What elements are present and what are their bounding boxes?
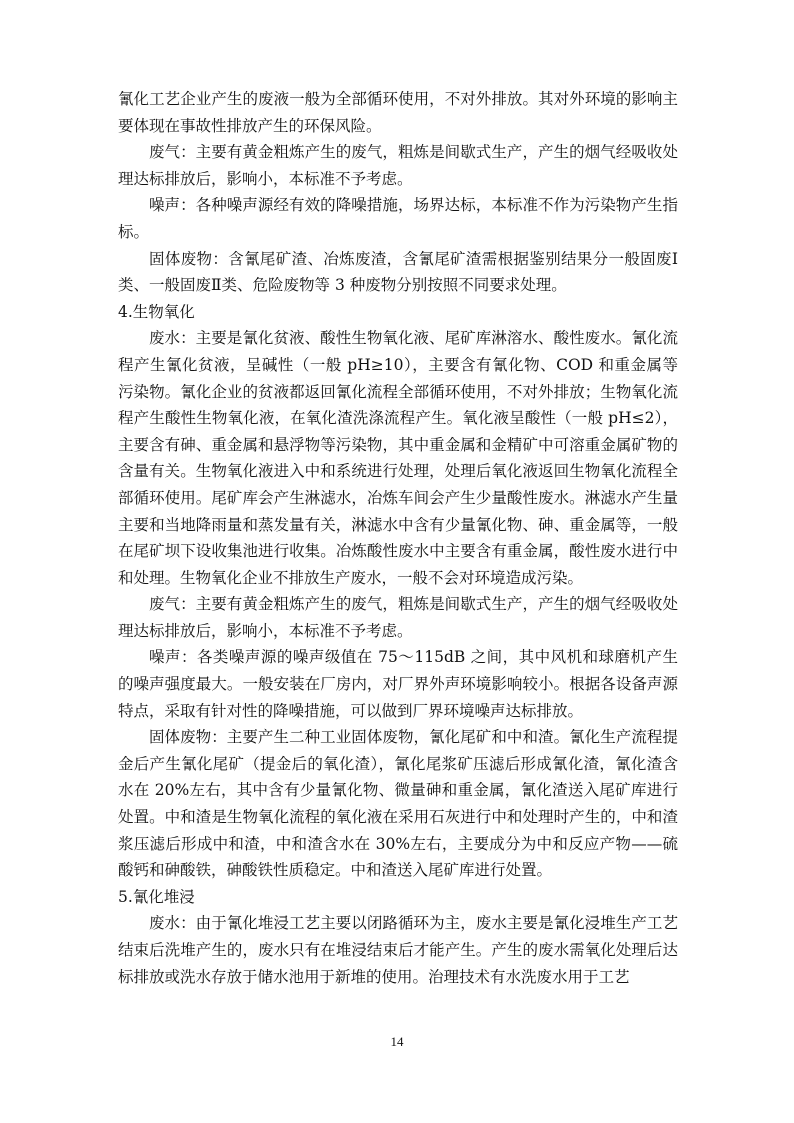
paragraph-cyanide-noise: 噪声：各种噪声源经有效的降噪措施，场界达标，本标准不作为污染物产生指标。: [118, 196, 678, 241]
page-number: 14: [390, 1034, 404, 1049]
paragraph-bio-noise: 噪声：各类噪声源的噪声级值在 75～115dB 之间，其中风机和球磨机产生的噪声强度最大。一般安装在厂房内，对厂界外声环境影响较小。根据各设备声源特点，采取有针对性的降噪措施，可以做到厂界环境噪声达标排放。: [118, 648, 678, 720]
paragraph-bio-exhaust-gas: 废气：主要有黄金粗炼产生的废气，粗炼是间歇式生产，产生的烟气经吸收处理达标排放后，影响小，本标准不予考虑。: [118, 595, 678, 640]
paragraph-cyanide-exhaust-gas: 废气：主要有黄金粗炼产生的废气，粗炼是间歇式生产，产生的烟气经吸收处理达标排放后，影响小，本标准不予考虑。: [118, 143, 678, 188]
paragraph-bio-solid-waste: 固体废物：主要产生二种工业固体废物，氰化尾矿和中和渣。氰化生产流程提金后产生氰化尾矿（提金后的氧化渣），氰化尾浆矿压滤后形成氰化渣，氰化渣含水在 20%左右，其中含有少量氰化物、微量砷和重金属，氰化渣送入尾矿库进行处置。中和渣是生物氧化流程的氧化液在采用石灰进行中和处理时产生的，中和渣浆压滤后形成中和渣，中和渣含水在 30%左右，主要成分为中和反应产物——硫酸钙和砷酸铁，砷酸铁性质稳定。中和渣送入尾矿库进行处置。: [118, 728, 678, 880]
section-heading-heap-leaching: 5.氰化堆浸: [118, 887, 195, 906]
paragraph-cyanide-solid-waste: 固体废物：含氰尾矿渣、冶炼废渣，含氰尾矿渣需根据鉴别结果分一般固废Ⅰ类、一般固废Ⅱ类、危险废物等 3 种废物分别按照不同要求处理。: [118, 249, 678, 295]
paragraph-heap-wastewater: 废水：由于氰化堆浸工艺主要以闭路循环为主，废水主要是氰化浸堆生产工艺结束后洗堆产生的，废水只有在堆浸结束后才能产生。产生的废水需氧化处理后达标排放或洗水存放于储水池用于新堆的使用。治理技术有水洗废水用于工艺: [118, 914, 678, 986]
document-body: [118, 86, 678, 990]
section-heading-bio-oxidation: 4.生物氧化: [118, 302, 195, 321]
paragraph-bio-wastewater: 废水：主要是氰化贫液、酸性生物氧化液、尾矿库淋溶水、酸性废水。氰化流程产生氰化贫液，呈碱性（一般 pH≥10），主要含有氰化物、COD 和重金属等污染物。氰化企业的贫液都返回氰化流程全部循环使用，不对外排放；生物氧化流程产生酸性生物氧化液，在氧化渣洗涤流程产生。氧化液呈酸性（一般 pH≤2），主要含有砷、重金属和悬浮物等污染物，其中重金属和金精矿中可溶重金属矿物的含量有关。生物氧化液进入中和系统进行处理，处理后氧化液返回生物氧化流程全部循环使用。尾矿库会产生淋滤水，冶炼车间会产生少量酸性废水。淋滤水产生量主要和当地降雨量和蒸发量有关，淋滤水中含有少量氰化物、砷、重金属等，一般在尾矿坝下设收集池进行收集。冶炼酸性废水中主要含有重金属，酸性废水进行中和处理。生物氧化企业不排放生产废水，一般不会对环境造成污染。: [118, 329, 679, 587]
paragraph-cyanide-waste-liquid: 氰化工艺企业产生的废液一般为全部循环使用，不对外排放。其对外环境的影响主要体现在事故性排放产生的环保风险。: [118, 90, 678, 135]
